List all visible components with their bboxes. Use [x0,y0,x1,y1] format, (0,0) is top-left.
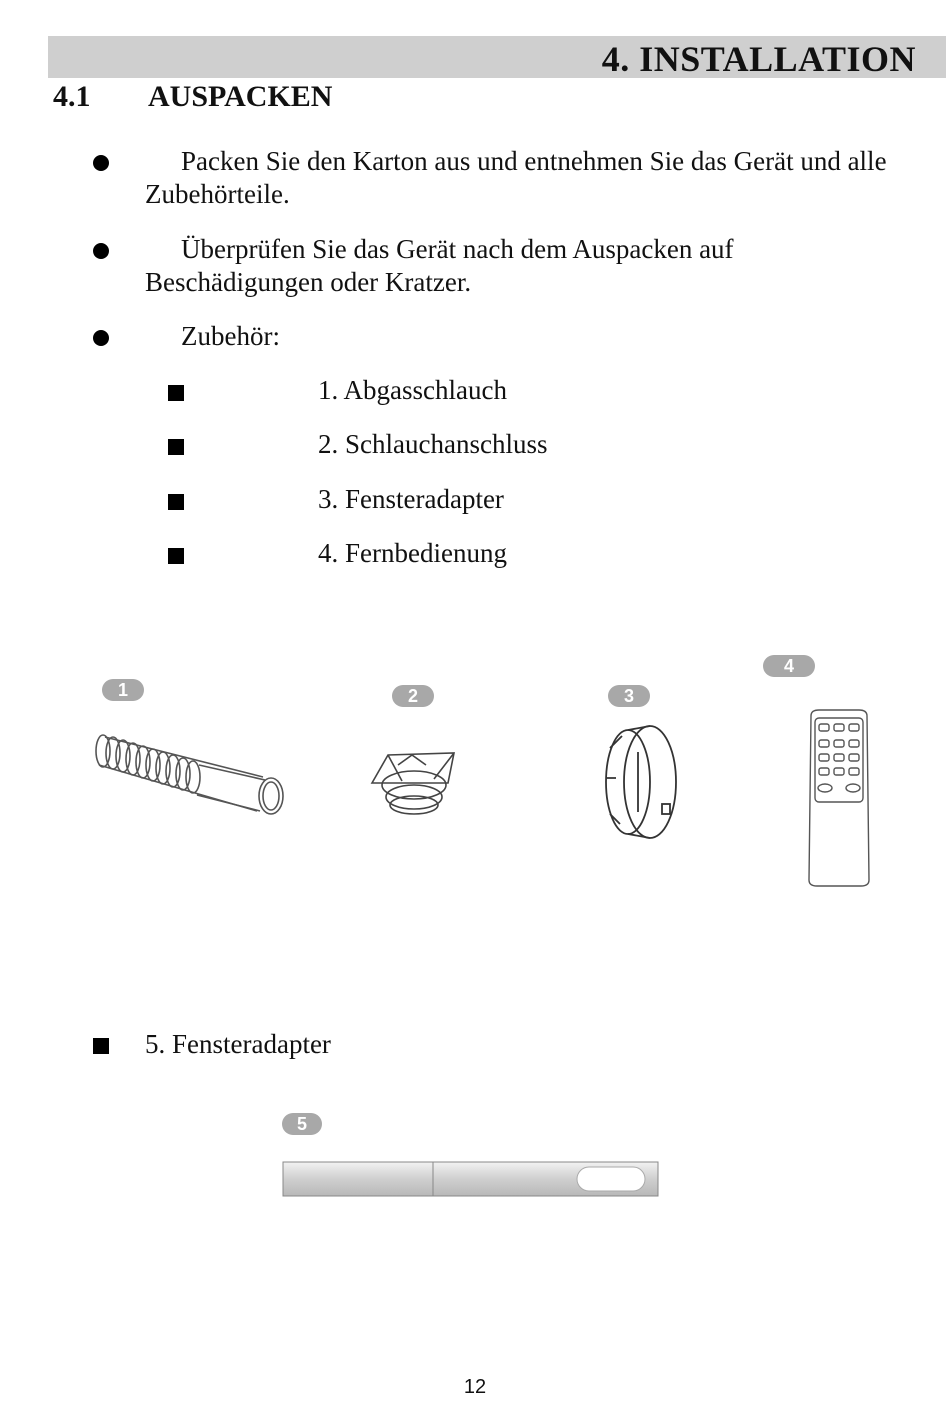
bullet-dot-1 [93,155,109,171]
page-number: 12 [463,1376,487,1398]
bullet-3-line1: Zubehör: [181,321,280,351]
illustration-label-3: 3 [608,685,650,707]
bullet-2-line2: Beschädigungen oder Kratzer. [145,267,472,297]
bullet-dot-2 [93,243,109,259]
square-bullet-2 [168,439,184,455]
window-slider-adapter-icon [282,1160,660,1200]
window-adapter-icon [598,718,683,843]
square-bullet-1 [168,385,184,401]
remote-control-icon [805,708,873,890]
illustration-label-1: 1 [102,679,144,701]
illustration-label-2: 2 [392,685,434,707]
bullet-text-2 [145,233,945,299]
accessory-item-3: 3. Fensteradapter [318,484,504,514]
illustration-label-5: 5 [282,1113,322,1135]
bullet-text-1 [145,145,945,211]
bullet-text-3 [145,320,945,353]
bullet-1-line1: Packen Sie den Karton aus und entnehmen Sie das Gerät und alle [181,146,887,176]
accessory-item-2: 2. Schlauchanschluss [318,429,548,459]
illustration-label-4: 4 [763,655,815,677]
section-number: 4.1 [53,80,91,113]
accessory-item-1: 1. Abgasschlauch [318,375,507,405]
exhaust-hose-icon [95,725,295,820]
chapter-title: 4. INSTALLATION [601,39,916,79]
header-bar [48,36,946,78]
accessory-item-4: 4. Fernbedienung [318,538,507,568]
hose-connector-icon [368,745,460,820]
square-bullet-3 [168,494,184,510]
square-bullet-4 [168,548,184,564]
bullet-dot-3 [93,330,109,346]
bullet-1-line2: Zubehörteile. [145,179,290,209]
bullet-2-line1: Überprüfen Sie das Gerät nach dem Auspacken auf [181,234,734,264]
section-title: AUSPACKEN [148,80,333,113]
square-bullet-5 [93,1038,109,1054]
extra-accessory-item: 5. Fensteradapter [145,1029,331,1059]
